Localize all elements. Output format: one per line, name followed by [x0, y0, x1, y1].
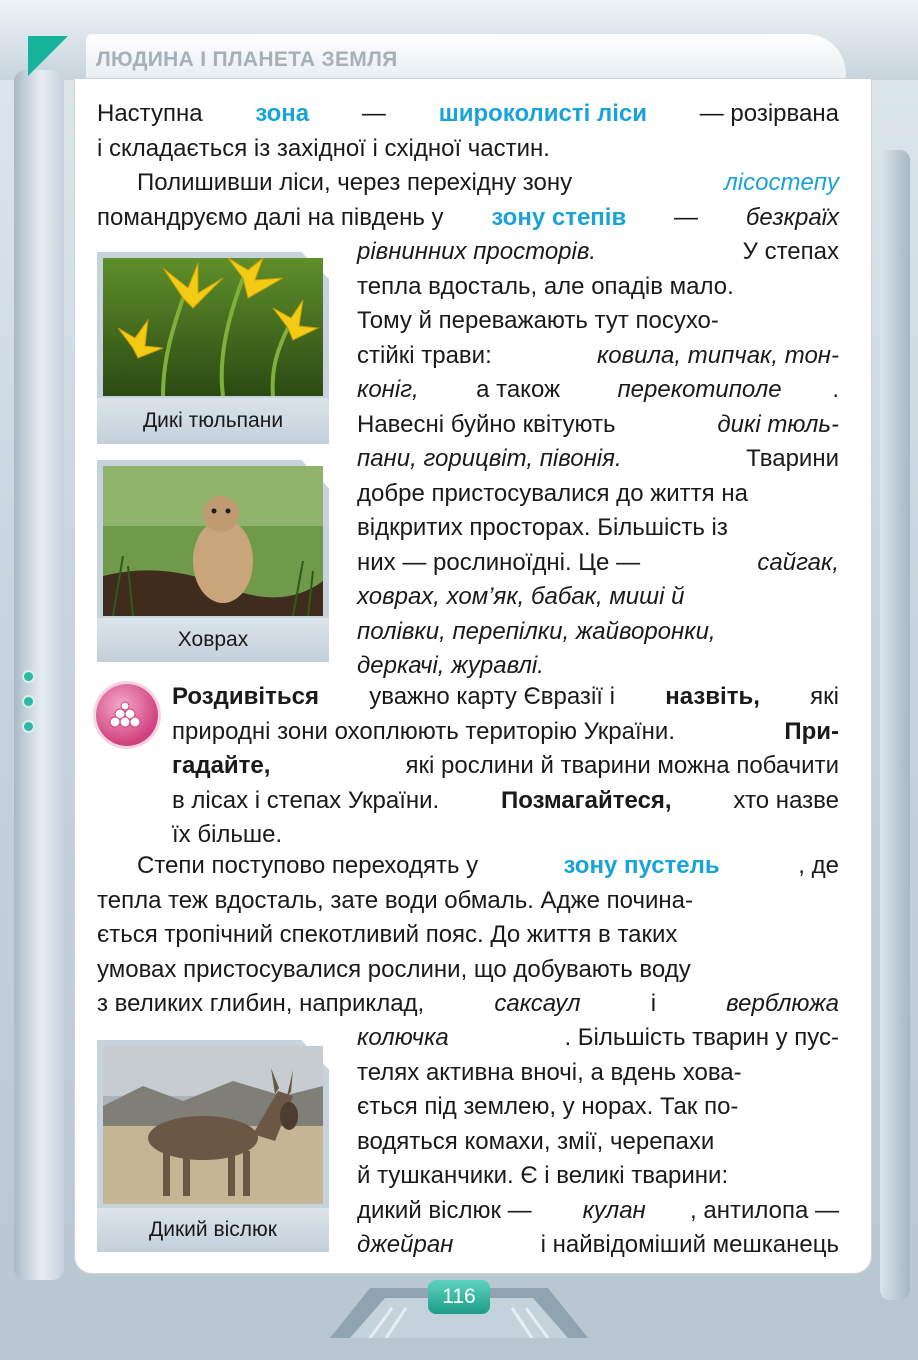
- text-line: помандруємо далі на південь у зону степів — безкраїх: [97, 203, 839, 231]
- paragraph-1: [97, 97, 839, 166]
- text-line: їх більше.: [172, 821, 283, 848]
- text-line: коніг, а також перекотиполе .: [357, 376, 839, 403]
- text-line: природні зони охоплюють територію України. При-: [172, 717, 839, 745]
- paragraph-3-wrap: [357, 1021, 839, 1263]
- text-line: рівнинних просторів. У степах: [357, 238, 839, 265]
- text-line: стійкі трави: ковила, типчак, тон-: [357, 341, 839, 369]
- paragraph-2-wrap: [357, 235, 839, 684]
- text-line: в лісах і степах України. Позмагайтеся, хто назве: [172, 786, 839, 814]
- paragraph-3: [97, 849, 839, 1022]
- figure-caption: Дикі тюльпани: [97, 398, 329, 444]
- text-line: відкритих просторах. Більшість із: [357, 514, 728, 541]
- text-line: колючка . Більшість тварин у пус-: [357, 1024, 839, 1051]
- text-line: і складається із західної і східної частин.: [97, 134, 550, 162]
- text-line: Наступна зона — широколисті ліси — розірвана: [97, 100, 839, 127]
- text-line: них — рослиноїдні. Це — сайгак,: [357, 548, 839, 576]
- figure-caption: Дикий віслюк: [97, 1208, 329, 1252]
- berries-icon: [96, 684, 158, 746]
- page-number: 116: [428, 1280, 490, 1314]
- gopher-image: [103, 466, 323, 616]
- task-block: [172, 680, 839, 853]
- right-rail: [880, 150, 910, 1300]
- text-line: тепла вдосталь, але опадів мало.: [357, 272, 734, 300]
- figure-gopher: [97, 460, 329, 662]
- text-line: пани, горицвіт, півонія. Тварини: [357, 445, 839, 472]
- text-line: джейран і найвідоміший мешканець: [357, 1231, 839, 1258]
- text-line: гадайте, які рослини й тварини можна побачити: [172, 752, 839, 779]
- figure-donkey: [97, 1040, 329, 1252]
- text-line: ється під землею, у норах. Так по-: [357, 1093, 739, 1120]
- side-dots: [24, 672, 33, 747]
- text-line: Роздивіться уважно карту Євразії і назвіть, які: [172, 683, 839, 710]
- text-line: умовах пристосувалися рослини, що добувають воду: [97, 955, 691, 983]
- section-title: ЛЮДИНА І ПЛАНЕТА ЗЕМЛЯ: [96, 48, 398, 71]
- figure-caption: Ховрах: [97, 618, 329, 662]
- text-line: дикий віслюк — кулан , антилопа —: [357, 1196, 839, 1224]
- text-line: деркачі, журавлі.: [357, 652, 544, 679]
- text-line: добре пристосувалися до життя на: [357, 479, 748, 507]
- text-line: Навесні буйно квітують дикі тюль-: [357, 410, 839, 438]
- donkey-image: [103, 1046, 323, 1204]
- tulips-image: [103, 258, 323, 396]
- text-line: телях активна вночі, а вдень хова-: [357, 1058, 742, 1086]
- figure-tulips: [97, 252, 329, 444]
- text-line: тепла теж вдосталь, зате води обмаль. Адже почина-: [97, 886, 693, 914]
- corner-triangle-icon: [28, 36, 68, 76]
- text-line: ється тропічний спекотливий пояс. До життя в таких: [97, 921, 678, 948]
- text-line: полівки, перепілки, жайворонки,: [357, 617, 716, 645]
- text-line: й тушканчики. Є і великі тварини:: [357, 1162, 729, 1189]
- text-line: Полишивши ліси, через перехідну зону лісостепу: [137, 169, 839, 196]
- text-line: Степи поступово переходять у зону пустель , де: [137, 852, 839, 879]
- text-line: з великих глибин, наприклад, саксаул і верблюжа: [97, 990, 839, 1017]
- text-line: ховрах, хом’як, бабак, миші й: [357, 583, 685, 610]
- left-rail: [14, 70, 64, 1280]
- text-line: водяться комахи, змії, черепахи: [357, 1127, 715, 1155]
- text-line: Тому й переважають тут посухо-: [357, 307, 719, 334]
- paragraph-2: [97, 166, 839, 235]
